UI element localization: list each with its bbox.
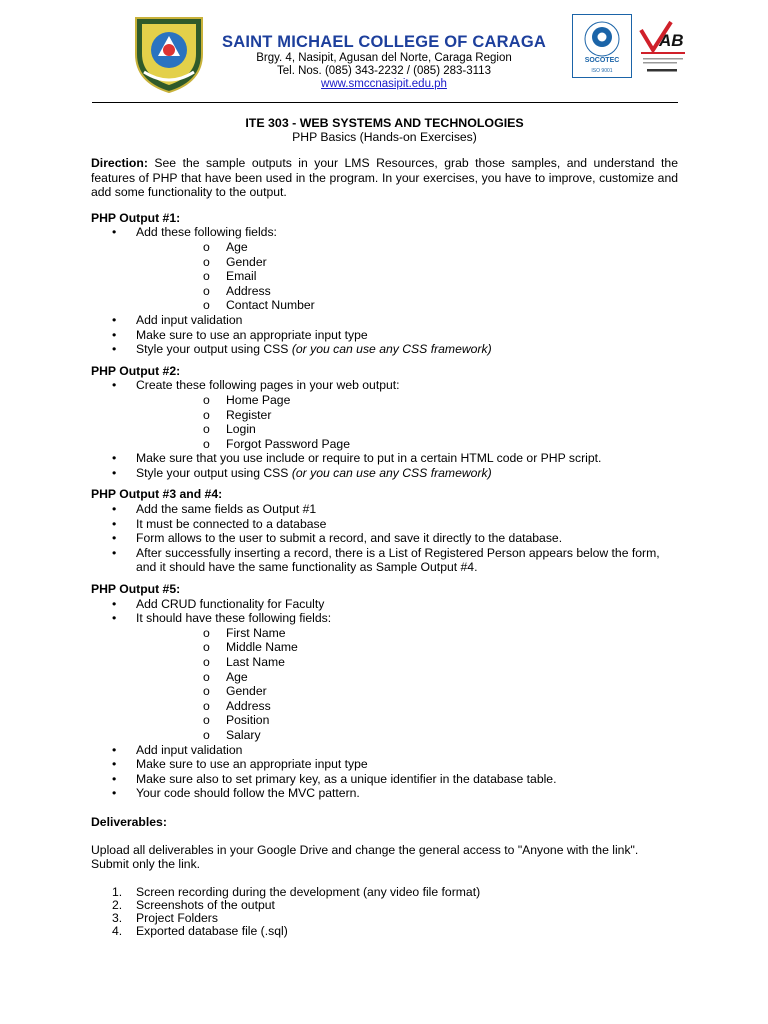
- list-item: [91, 757, 678, 772]
- circle-bullet-icon: o: [203, 436, 210, 451]
- course-title: ITE 303 - WEB SYSTEMS AND TECHNOLOGIES: [245, 116, 524, 130]
- list-item-text: Add CRUD functionality for Faculty: [136, 596, 325, 611]
- socotec-icon: [573, 15, 631, 77]
- list-item-text: Position: [226, 713, 270, 728]
- list-item-text: Contact Number: [226, 298, 315, 313]
- circle-bullet-icon: o: [203, 254, 210, 269]
- socotec-certification-logo: [572, 14, 632, 78]
- school-website-link[interactable]: www.smccnasipit.edu.ph: [321, 78, 447, 90]
- list-item: [91, 378, 678, 451]
- list-item: [91, 313, 678, 328]
- list-item: [136, 640, 678, 655]
- output2-list: [91, 378, 678, 480]
- circle-bullet-icon: o: [203, 392, 210, 407]
- list-item-text: Register: [226, 407, 272, 422]
- bullet-icon: •: [112, 327, 117, 342]
- output1-list: [91, 225, 678, 356]
- list-item: [91, 342, 678, 357]
- list-item: [136, 699, 678, 714]
- list-item-text: Last Name: [226, 655, 285, 669]
- course-subtitle: PHP Basics (Hands-on Exercises): [292, 130, 477, 144]
- deliverables-list: [91, 886, 678, 938]
- circle-bullet-icon: o: [203, 407, 210, 422]
- list-item: [136, 284, 678, 299]
- document-body: [91, 116, 678, 938]
- output5-heading: PHP Output #5:: [91, 582, 181, 597]
- list-item-text: Form allows to the user to submit a record, and save it directly to the database.: [136, 531, 563, 546]
- list-item-text: Gender: [226, 254, 267, 269]
- list-item-text: Gender: [226, 684, 267, 699]
- direction-text: See the sample outputs in your LMS Resources, grab those samples, and understand the features of PHP that have been used in the program. In your exercises, you have to improve, customize and add some functionality to the output.: [91, 156, 678, 200]
- bullet-icon: •: [112, 545, 117, 560]
- list-item: [91, 502, 678, 517]
- list-item-note: (or you can use any CSS framework): [291, 465, 492, 480]
- list-number: 4.: [112, 923, 123, 938]
- list-item-text: It should have these following fields:: [136, 611, 332, 626]
- bullet-icon: •: [112, 465, 117, 480]
- ab-logo-label: AB: [659, 31, 684, 50]
- bullet-icon: •: [112, 378, 117, 393]
- circle-bullet-icon: o: [203, 669, 210, 684]
- circle-bullet-icon: o: [203, 625, 210, 640]
- list-item-text: Add these following fields:: [136, 225, 277, 240]
- list-item-text: Home Page: [226, 392, 291, 407]
- circle-bullet-icon: o: [203, 422, 210, 437]
- output5-list: [91, 597, 678, 801]
- bullet-icon: •: [112, 342, 117, 357]
- output34-heading: PHP Output #3 and #4:: [91, 487, 223, 502]
- list-item-text: Age: [226, 239, 248, 254]
- school-name: SAINT MICHAEL COLLEGE OF CARAGA: [222, 33, 546, 51]
- list-item: [91, 546, 678, 575]
- list-item-text: First Name: [226, 625, 286, 640]
- list-item: [91, 743, 678, 758]
- list-item: [136, 298, 678, 313]
- deliverables-instructions: Upload all deliverables in your Google Drive and change the general access to "Anyone with the link". Submit only the link.: [91, 842, 639, 872]
- header-divider: [92, 102, 678, 103]
- ab-certification-logo-icon: [637, 16, 689, 78]
- list-item: [136, 437, 678, 452]
- bullet-icon: •: [112, 312, 117, 327]
- list-number: 1.: [112, 884, 123, 899]
- list-item: [136, 626, 678, 641]
- list-item: [136, 670, 678, 685]
- list-item: [136, 269, 678, 284]
- list-item: [91, 531, 678, 546]
- list-item: [91, 772, 678, 787]
- direction-label: Direction:: [91, 156, 148, 170]
- direction-paragraph: [91, 156, 678, 200]
- school-address: Brgy. 4, Nasipit, Agusan del Norte, Caraga Region: [256, 52, 512, 64]
- circle-bullet-icon: o: [203, 283, 210, 298]
- list-item-text: It must be connected to a database: [136, 516, 327, 531]
- list-item-text: Create these following pages in your web output:: [136, 378, 400, 393]
- list-item-text: Add input validation: [136, 742, 243, 757]
- list-item: [91, 328, 678, 343]
- list-item-text: Email: [226, 269, 257, 284]
- bullet-icon: •: [112, 596, 117, 611]
- list-item: [136, 408, 678, 423]
- bullet-icon: •: [112, 786, 117, 801]
- socotec-label: SOCOTEC: [584, 57, 620, 64]
- list-item-text: Make sure that you use include or require to put in a certain HTML code or PHP script.: [136, 451, 602, 466]
- circle-bullet-icon: o: [203, 239, 210, 254]
- circle-bullet-icon: o: [203, 713, 210, 728]
- school-tel: Tel. Nos. (085) 343-2232 / (085) 283-3113: [277, 65, 491, 77]
- college-seal-icon: [128, 14, 210, 94]
- list-item-text: Middle Name: [226, 640, 298, 655]
- deliverables-heading: Deliverables:: [91, 814, 167, 829]
- list-item: [91, 597, 678, 612]
- list-item-text: Age: [226, 669, 248, 684]
- circle-bullet-icon: o: [203, 698, 210, 713]
- list-item-text: Add input validation: [136, 312, 243, 327]
- list-item-text: Make sure also to set primary key, as a unique identifier in the database table.: [136, 771, 557, 786]
- list-item-text: Forgot Password Page: [226, 436, 350, 451]
- bullet-icon: •: [112, 771, 117, 786]
- bullet-icon: •: [112, 531, 117, 546]
- list-item: [91, 451, 678, 466]
- circle-bullet-icon: o: [203, 269, 210, 284]
- list-item-text: Address: [226, 283, 271, 298]
- output5-fields: [136, 626, 678, 743]
- list-item-text: Your code should follow the MVC pattern.: [136, 786, 360, 801]
- list-number: 2.: [112, 897, 123, 912]
- bullet-icon: •: [112, 611, 117, 626]
- socotec-iso-label: ISO 9001: [591, 68, 613, 74]
- list-item-text: Style your output using CSS: [136, 465, 292, 480]
- list-item: [91, 786, 678, 801]
- list-item: [136, 255, 678, 270]
- circle-bullet-icon: o: [203, 640, 210, 655]
- output34-list: [91, 502, 678, 575]
- list-item-text: Project Folders: [136, 910, 218, 925]
- list-item-note: (or you can use any CSS framework): [291, 342, 492, 357]
- school-header: [210, 32, 558, 91]
- list-item-text: Screenshots of the output: [136, 897, 275, 912]
- list-item: [136, 422, 678, 437]
- bullet-icon: •: [112, 225, 117, 240]
- list-item-text: Exported database file (.sql): [136, 923, 288, 938]
- list-item-text: Salary: [226, 727, 261, 742]
- bullet-icon: •: [112, 757, 117, 772]
- output1-heading: PHP Output #1:: [91, 210, 181, 225]
- list-item-text: Make sure to use an appropriate input type: [136, 327, 368, 342]
- list-number: 3.: [112, 910, 123, 925]
- list-item-text: Make sure to use an appropriate input type: [136, 757, 368, 772]
- list-item-text: After successfully inserting a record, there is a List of Registered Person appears below the form, and it should have the same functionality as Sample Output #4.: [136, 545, 660, 575]
- list-item-text: Address: [226, 698, 271, 713]
- bullet-icon: •: [112, 516, 117, 531]
- bullet-icon: •: [112, 451, 117, 466]
- bullet-icon: •: [112, 742, 117, 757]
- circle-bullet-icon: o: [203, 727, 210, 742]
- circle-bullet-icon: o: [203, 655, 210, 669]
- bullet-icon: •: [112, 502, 117, 517]
- list-item: [136, 713, 678, 728]
- list-item-text: Login: [226, 422, 256, 437]
- list-item: [91, 517, 678, 532]
- circle-bullet-icon: o: [203, 298, 210, 313]
- list-item: [136, 240, 678, 255]
- output1-fields: [136, 240, 678, 313]
- list-item: [136, 655, 678, 670]
- list-item: [136, 684, 678, 699]
- list-item: [91, 611, 678, 742]
- list-item-text: Add the same fields as Output #1: [136, 502, 317, 517]
- list-item: [91, 925, 678, 938]
- list-item: [136, 728, 678, 743]
- list-item: [136, 393, 678, 408]
- list-item: [91, 466, 678, 481]
- list-item-text: Style your output using CSS: [136, 342, 292, 357]
- output2-pages: [136, 393, 678, 451]
- circle-bullet-icon: o: [203, 684, 210, 699]
- list-item: [91, 225, 678, 313]
- output2-heading: PHP Output #2:: [91, 363, 181, 378]
- list-item-text: Screen recording during the development (any video file format): [136, 884, 481, 899]
